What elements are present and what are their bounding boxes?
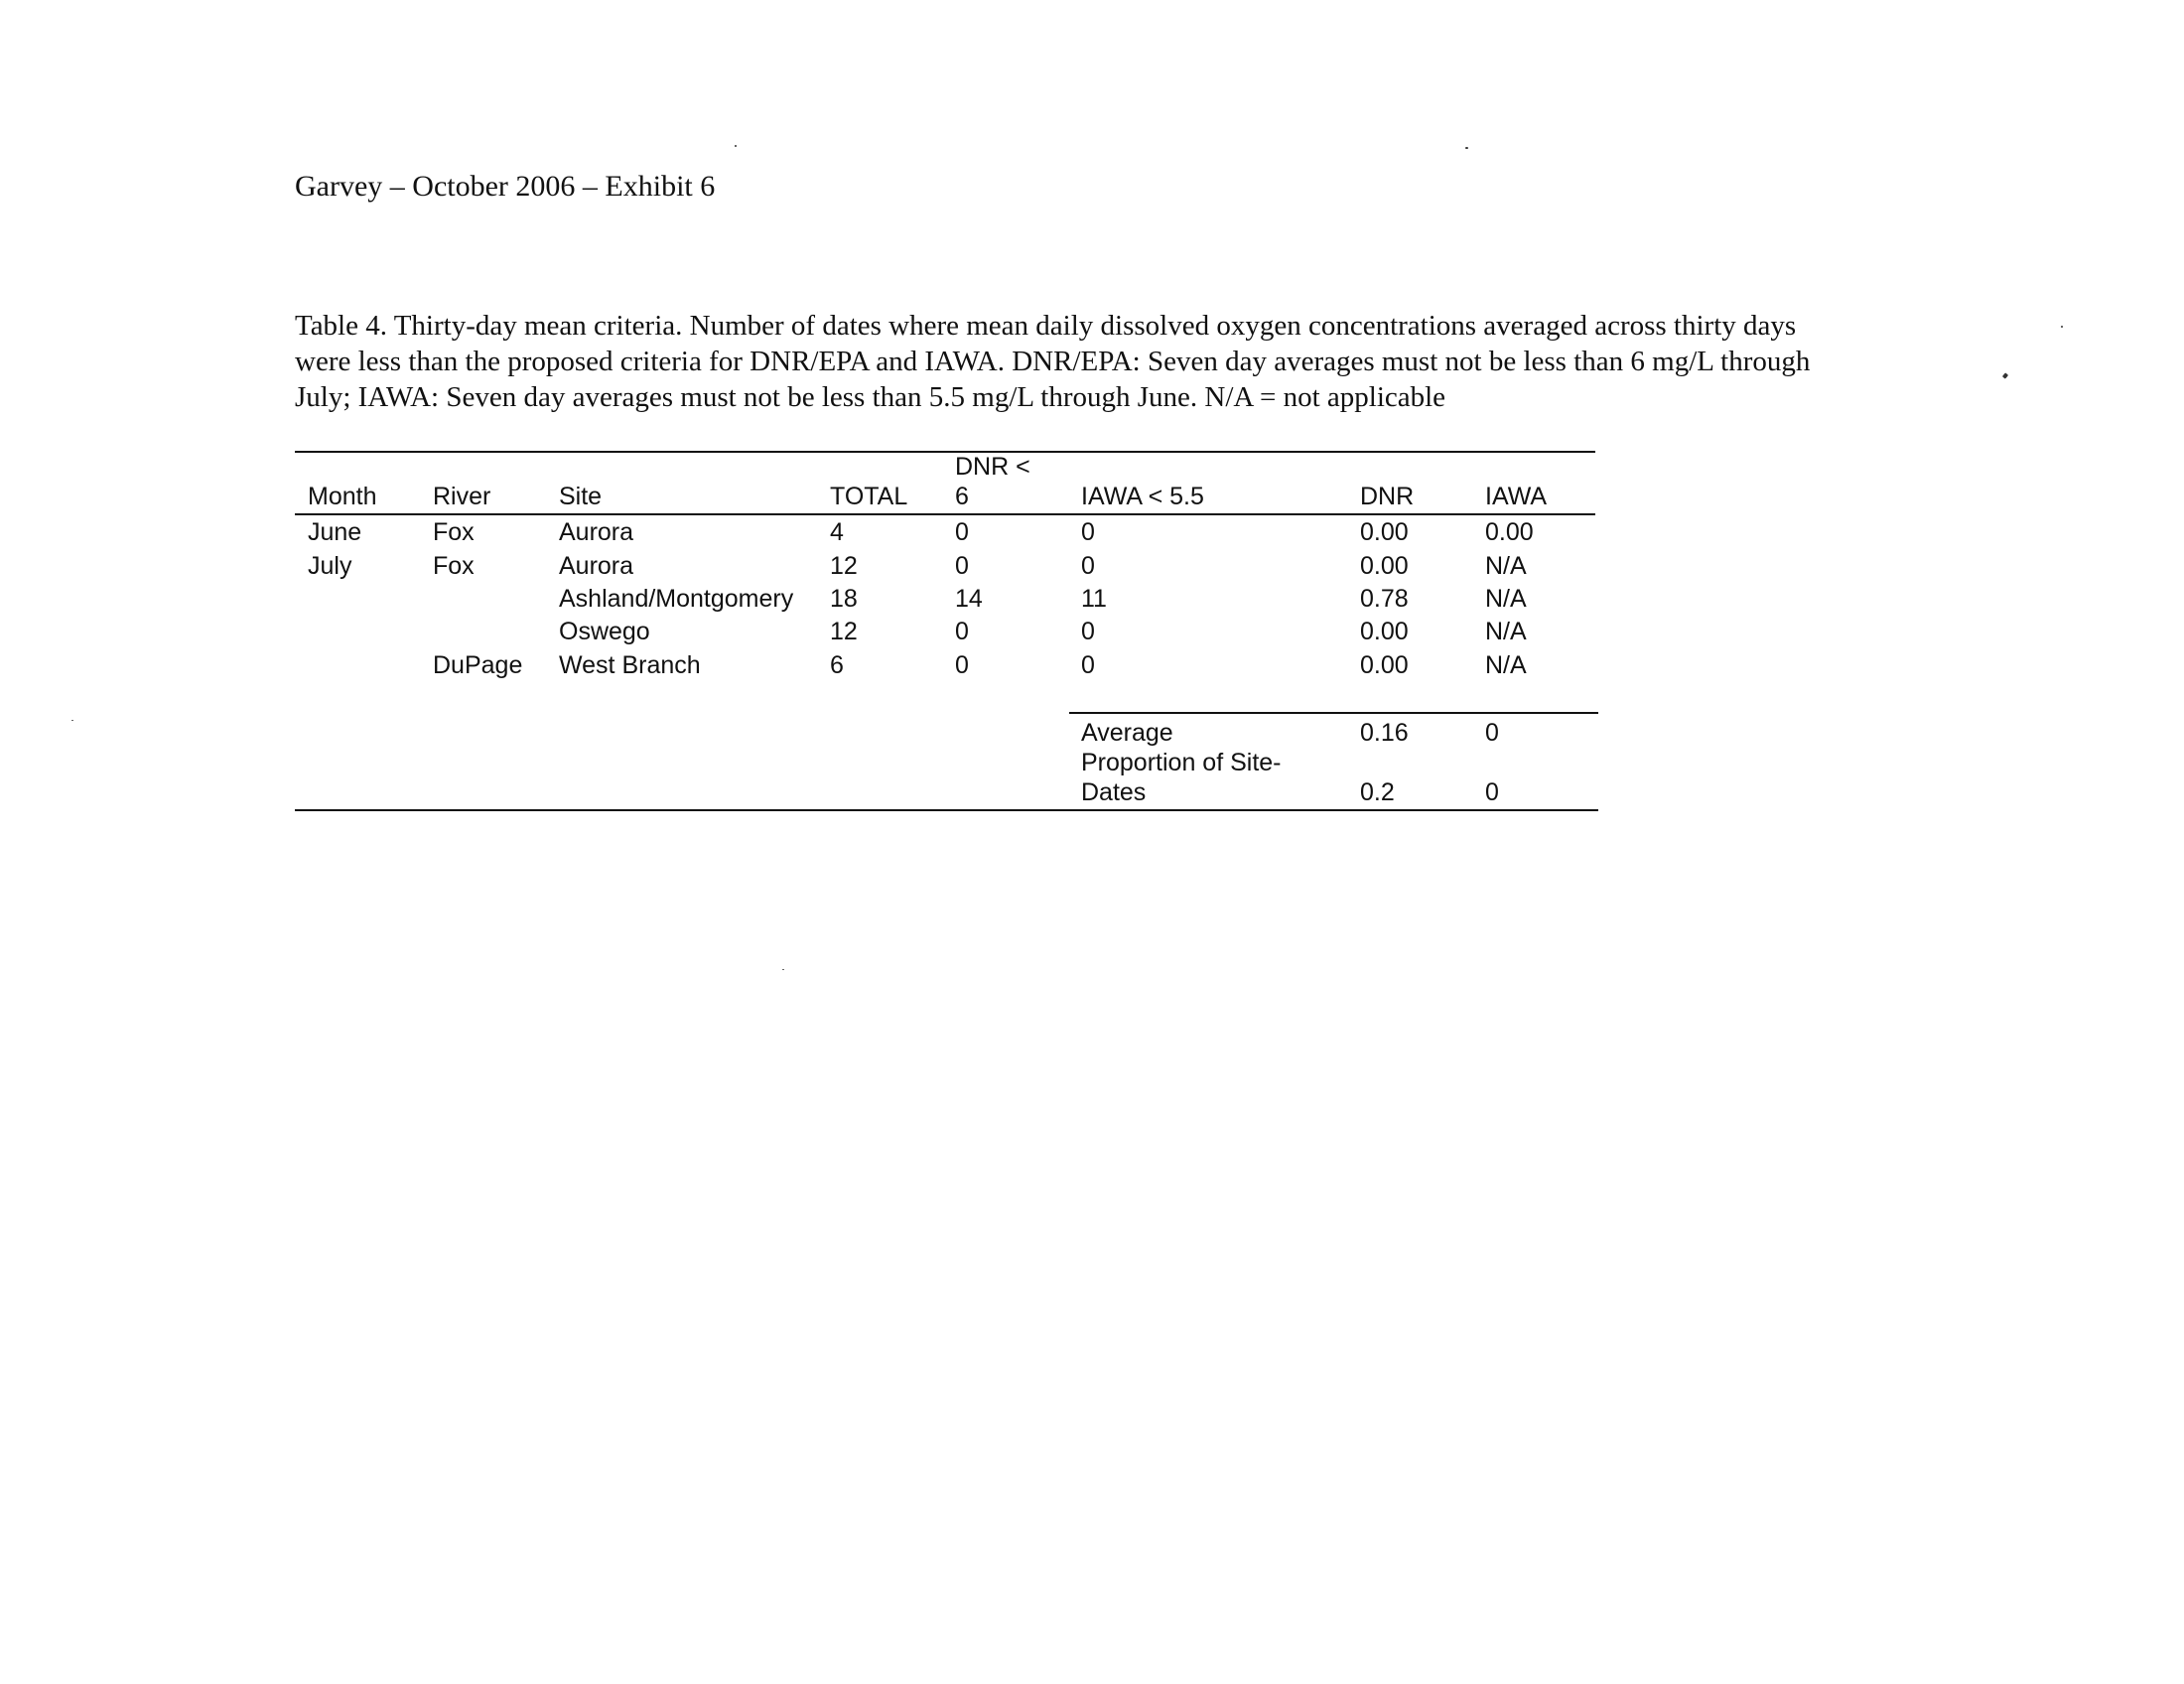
cell-iawa: N/A	[1485, 585, 1527, 613]
cell-month: July	[308, 552, 352, 580]
cell-river: Fox	[433, 552, 475, 580]
cell-dnr: 0.00	[1360, 552, 1409, 580]
cell-iawa: N/A	[1485, 552, 1527, 580]
header-iawa55: IAWA < 5.5	[1081, 483, 1204, 510]
cell-iawa55: 11	[1081, 585, 1107, 613]
cell-total: 4	[830, 518, 844, 546]
summary-proportion-iawa: 0	[1485, 778, 1499, 806]
cell-dnr6: 0	[955, 552, 969, 580]
header-dnr: DNR	[1360, 483, 1415, 510]
header-dnr6-line1: DNR <	[955, 453, 1030, 481]
cell-river: Fox	[433, 518, 475, 546]
summary-average-dnr: 0.16	[1360, 719, 1409, 747]
cell-month: June	[308, 518, 362, 546]
cell-iawa55: 0	[1081, 518, 1095, 546]
cell-iawa: N/A	[1485, 618, 1527, 645]
cell-total: 6	[830, 651, 844, 679]
header-site: Site	[559, 483, 603, 510]
header-river: River	[433, 483, 491, 510]
cell-dnr: 0.00	[1360, 618, 1409, 645]
caption-line-3: July; IAWA: Seven day averages must not be less than 5.5 mg/L through June. N/A = not applicable	[295, 381, 1446, 413]
scan-speck	[2002, 372, 2008, 378]
header-iawa: IAWA	[1485, 483, 1548, 510]
header-dnr6-line2: 6	[955, 483, 969, 510]
scan-speck	[71, 720, 73, 721]
scan-speck	[2061, 326, 2063, 328]
cell-iawa55: 0	[1081, 552, 1095, 580]
table-header-rule	[295, 513, 1595, 515]
cell-dnr6: 0	[955, 518, 969, 546]
summary-proportion-label-line1: Proportion of Site-	[1081, 749, 1282, 776]
table-caption	[295, 308, 1982, 415]
cell-dnr6: 14	[955, 585, 983, 613]
cell-site: Aurora	[559, 518, 634, 546]
cell-site: Oswego	[559, 618, 650, 645]
table-top-rule	[295, 451, 1595, 453]
cell-dnr6: 0	[955, 651, 969, 679]
cell-dnr: 0.78	[1360, 585, 1409, 613]
scan-speck	[782, 969, 784, 970]
cell-dnr: 0.00	[1360, 518, 1409, 546]
document-header: Garvey – October 2006 – Exhibit 6	[295, 170, 716, 203]
cell-iawa55: 0	[1081, 618, 1095, 645]
summary-rule	[1069, 712, 1598, 714]
summary-average-label: Average	[1081, 719, 1173, 747]
cell-site: West Branch	[559, 651, 701, 679]
cell-total: 12	[830, 552, 858, 580]
scan-speck	[1465, 147, 1468, 149]
header-total: TOTAL	[830, 483, 908, 510]
cell-river: DuPage	[433, 651, 523, 679]
cell-total: 18	[830, 585, 858, 613]
scan-speck	[735, 145, 737, 147]
header-month: Month	[308, 483, 377, 510]
cell-site: Ashland/Montgomery	[559, 585, 794, 613]
cell-dnr6: 0	[955, 618, 969, 645]
summary-proportion-dnr: 0.2	[1360, 778, 1395, 806]
table-bottom-rule	[295, 809, 1598, 811]
cell-iawa55: 0	[1081, 651, 1095, 679]
cell-site: Aurora	[559, 552, 634, 580]
cell-total: 12	[830, 618, 858, 645]
caption-line-2: were less than the proposed criteria for DNR/EPA and IAWA. DNR/EPA: Seven day averages must not be less than 6 mg/L through	[295, 346, 1811, 377]
caption-line-1: Table 4. Thirty-day mean criteria. Number of dates where mean daily dissolved oxygen concentrations averaged across thirty days	[295, 310, 1797, 342]
cell-iawa: N/A	[1485, 651, 1527, 679]
cell-dnr: 0.00	[1360, 651, 1409, 679]
cell-iawa: 0.00	[1485, 518, 1534, 546]
summary-proportion-label-line2: Dates	[1081, 778, 1147, 806]
summary-average-iawa: 0	[1485, 719, 1499, 747]
